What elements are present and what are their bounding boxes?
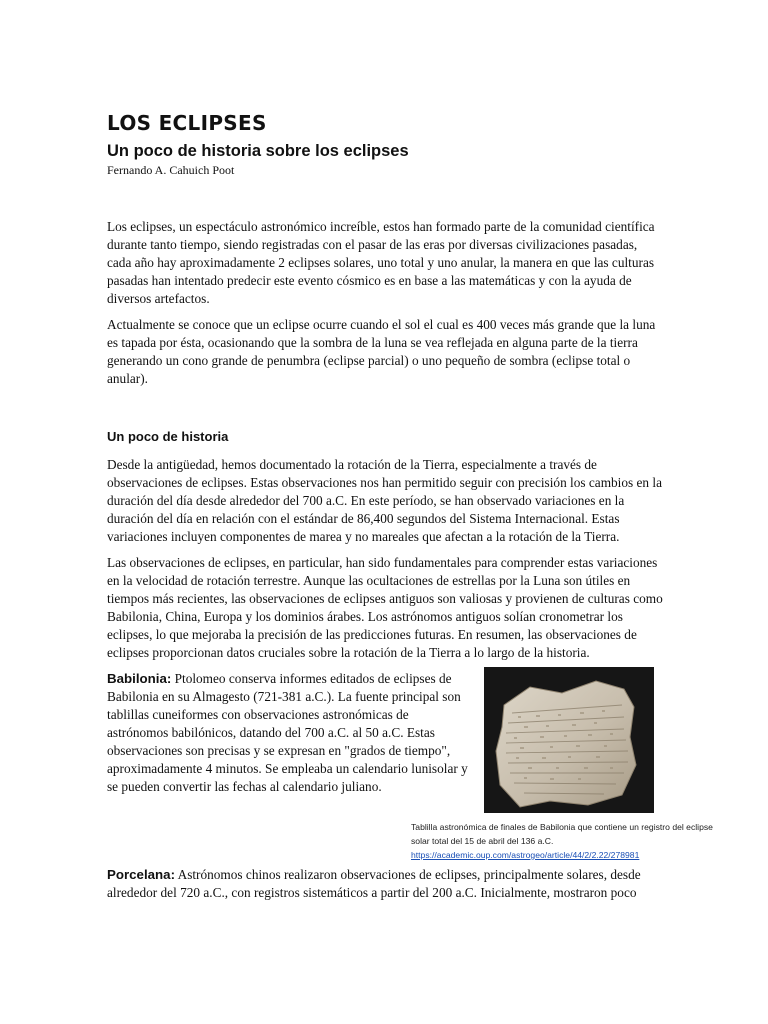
tablet-source-link[interactable]: https://academic.oup.com/astrogeo/article/44/2/2.22/278981	[411, 850, 640, 860]
tablet-caption-text: Tablilla astronómica de finales de Babilonia que contiene un registro del eclipse solar total del 15 de abril del 136 a.C.	[411, 822, 713, 846]
tablet-caption	[411, 820, 731, 862]
babilonia-text-block	[107, 670, 473, 796]
babilonia-section	[107, 670, 713, 866]
intro-paragraph-2: Actualmente se conoce que un eclipse ocurre cuando el sol el cual es 400 veces más grande que la luna es tapada por ésta, ocasionando que la sombra de la luna se vea reflejada en alguna parte de la tierra generando un cono grande de penumbra (eclipse parcial) o uno pequeño de sombra (eclipse total o anular).	[107, 317, 656, 386]
document-author: Fernando A. Cahuich Poot	[107, 163, 235, 177]
history-paragraph-1: Desde la antigüedad, hemos documentado la rotación de la Tierra, especialmente a través de observaciones de eclipses. Estas observaciones nos han permitido seguir con precisión los cambios en la duración del día desde alrededor del 700 a.C. En este período, se han observado variaciones en la duración del día en relación con el estándar de 86,400 segundos del Sistema Internacional. Estas variaciones incluyen componentes de marea y no mareales que afectan a la rotación de la Tierra.	[107, 457, 662, 544]
babilonia-body: Ptolomeo conserva informes editados de eclipses de Babilonia en su Almagesto (721-381 a.C.). La fuente principal son tablillas cuneiformes con observaciones astronómicas de astrónomos babilónicos, datando del 700 a.C. al 50 a.C. Estas observaciones son precisas y se expresan en "grados de tiempo", aproximadamente 4 minutos. Se empleaba un calendario lunisolar y se pueden convertir las fechas al calendario juliano.	[107, 671, 468, 794]
porcelana-lead: Porcelana:	[107, 867, 175, 882]
history-paragraph-2: Las observaciones de eclipses, en particular, han sido fundamentales para comprender estas variaciones en la velocidad de rotación terrestre. Aunque las ocultaciones de estrellas por la Luna son útiles en tiempos más recientes, las observaciones de eclipses antiguos son valiosas y provienen de culturas como Babilonia, China, Europa y los dominios árabes. Los astrónomos antiguos solían cronometrar los eclipses, lo que mejoraba la precisión de las predicciones futuras. En resumen, las observaciones de eclipses proporcionan datos cruciales sobre la rotación de la Tierra a lo largo de la historia.	[107, 555, 663, 660]
document-title: LOS ECLIPSES	[107, 111, 267, 135]
babylonian-tablet-image	[484, 667, 654, 813]
porcelana-body: Astrónomos chinos realizaron observaciones de eclipses, principalmente solares, desde alrededor del 720 a.C., con registros sistemáticos a partir del 200 a.C. Inicialmente, mostraron poco	[107, 867, 641, 900]
section-heading-history: Un poco de historia	[107, 429, 229, 444]
document-subtitle: Un poco de historia sobre los eclipses	[107, 142, 409, 160]
porcelana-paragraph	[107, 866, 663, 902]
intro-paragraph-1: Los eclipses, un espectáculo astronómico increíble, estos han formado parte de la comunidad científica durante tanto tiempo, siendo registradas con el pasar de las eras por diversas civilizaciones pasadas, cada año hay aproximadamente 2 eclipses solares, uno total y uno anular, la manera en que las culturas pasadas han intentado predecir este evento cósmico es en base a las matemáticas y con la ayuda de diversos artefactos.	[107, 219, 655, 306]
babilonia-paragraph	[107, 670, 473, 796]
tablet-stone	[496, 681, 636, 807]
babilonia-lead: Babilonia:	[107, 671, 172, 686]
document-content	[107, 110, 713, 910]
tablet-illustration	[484, 667, 654, 813]
